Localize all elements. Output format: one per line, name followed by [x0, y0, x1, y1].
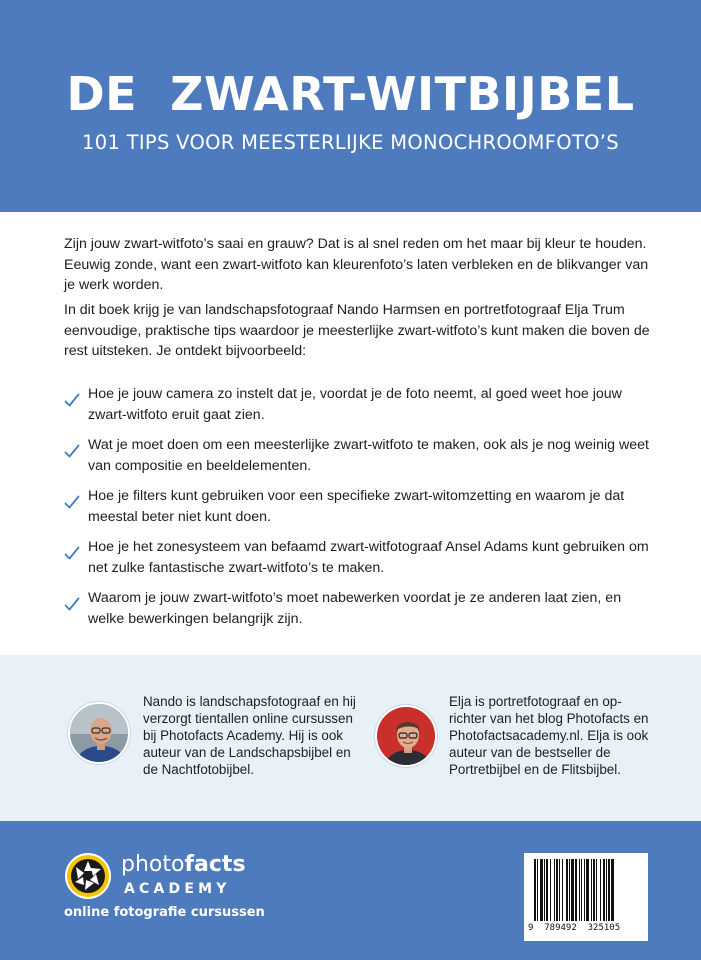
photofacts-aperture-logo-icon [64, 852, 112, 900]
author-photo-nando [68, 702, 130, 764]
logo-academy: ACADEMY [124, 881, 231, 897]
intro-paragraph-2: In dit boek krijg je van landschapsfotograaf Nando Harmsen en portretfotograaf Elja Trum eenvoudige, praktische tips waardoor je meesterlijke zwart-witfoto’s kunt maken die boven de rest uitsteken. Je ontdekt bijvoorbeeld: [64, 302, 650, 359]
benefit-item [64, 384, 654, 434]
check-icon [64, 443, 80, 459]
benefit-item [64, 588, 654, 638]
benefit-item [64, 537, 654, 587]
isbn-barcode [524, 853, 648, 941]
logo-word-bold: facts [184, 852, 246, 877]
check-icon [64, 545, 80, 561]
isbn-number: 9 789492 325105 [528, 923, 621, 933]
barcode-bars [534, 859, 638, 921]
authors-section [0, 655, 701, 821]
benefit-text: Hoe je het zonesysteem van befaamd zwart-witfotograaf Ansel Adams kunt gebruiken om net zulke fantastische zwart-witfoto’s te maken. [88, 539, 649, 576]
benefit-text: Hoe je filters kunt gebruiken voor een specifieke zwart-witomzetting en waarom je dat meestal beter niet kunt doen. [88, 488, 625, 525]
author-bio-nando: Nando is landschapsfotograaf en hij verzorgt tientallen online cursussen bij Photofacts Academy. Hij is ook auteur van de Landschapsbijbel en de Nachtfotobijbel. [143, 694, 356, 777]
author-bio-elja: Elja is portretfotograaf en op-richter van het blog Photofacts en Photofactsacademy.nl. Elja is ook auteur van de bestseller de Portretbijbel en de Flitsbijbel. [449, 694, 649, 777]
logo-wordmark [121, 852, 246, 878]
benefit-item [64, 486, 654, 536]
benefits-list [64, 384, 654, 639]
footer-band [0, 821, 701, 960]
benefit-text: Hoe je jouw camera zo instelt dat je, voordat je de foto neemt, al goed weet hoe jouw zwart-witfoto eruit gaat zien. [88, 386, 622, 423]
check-icon [64, 494, 80, 510]
check-icon [64, 392, 80, 408]
title-banner [0, 0, 701, 212]
logo-word-light: photo [121, 852, 185, 877]
author-photo-elja [375, 705, 437, 767]
intro-paragraph-1: Zijn jouw zwart-witfoto’s saai en grauw? Dat is al snel reden om het maar bij kleur te houden. Eeuwig zonde, want een zwart-witfoto kan kleurenfoto’s laten verbleken en de blikvanger van je werk worden. [64, 236, 649, 293]
logo-tagline: online fotografie cursussen [64, 905, 265, 920]
benefit-text: Waarom je jouw zwart-witfoto’s moet nabewerken voordat je ze anderen laat zien, en welke bewerkingen belangrijk zijn. [88, 590, 622, 627]
benefit-text: Wat je moet doen om een meesterlijke zwart-witfoto te maken, ook als je nog weinig weet van compositie en beeldelementen. [88, 437, 649, 474]
check-icon [64, 596, 80, 612]
book-title: DE ZWART-WITBIJBEL [66, 67, 635, 121]
book-subtitle: 101 TIPS VOOR MEESTERLIJKE MONOCHROOMFOTO’S [82, 131, 619, 154]
benefit-item [64, 435, 654, 485]
